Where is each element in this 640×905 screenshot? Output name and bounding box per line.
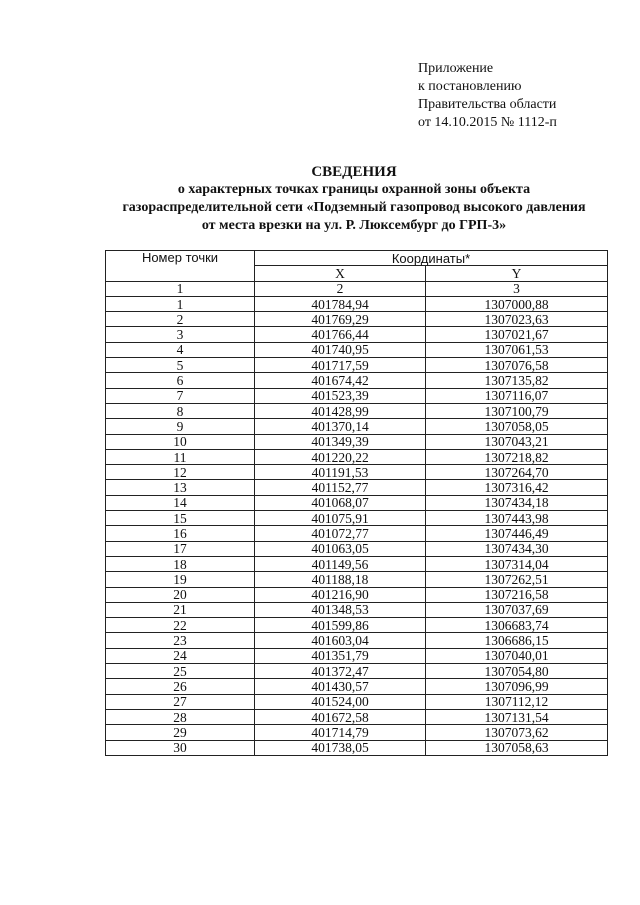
x-coordinate-cell: 401072,77 bbox=[255, 526, 426, 541]
x-coordinate-cell: 401524,00 bbox=[255, 694, 426, 709]
y-coordinate-cell: 1307135,82 bbox=[426, 373, 608, 388]
appendix-line: Правительства области bbox=[418, 97, 557, 112]
column-number: 1 bbox=[106, 281, 255, 296]
table-row bbox=[106, 618, 608, 633]
table-row bbox=[106, 648, 608, 663]
table-row bbox=[106, 495, 608, 510]
table-row bbox=[106, 358, 608, 373]
point-number-cell: 16 bbox=[106, 526, 255, 541]
y-coordinate-cell: 1307076,58 bbox=[426, 358, 608, 373]
table-row bbox=[106, 296, 608, 311]
point-number-cell: 28 bbox=[106, 709, 255, 724]
point-number-cell: 30 bbox=[106, 740, 255, 755]
table-row bbox=[106, 419, 608, 434]
point-number-cell: 27 bbox=[106, 694, 255, 709]
y-coordinate-cell: 1307316,42 bbox=[426, 480, 608, 495]
x-coordinate-cell: 401372,47 bbox=[255, 664, 426, 679]
point-number-cell: 23 bbox=[106, 633, 255, 648]
table-row bbox=[106, 511, 608, 526]
point-number-cell: 29 bbox=[106, 725, 255, 740]
table-row bbox=[106, 541, 608, 556]
y-coordinate-cell: 1307112,12 bbox=[426, 694, 608, 709]
point-number-cell: 13 bbox=[106, 480, 255, 495]
y-coordinate-cell: 1307021,67 bbox=[426, 327, 608, 342]
x-coordinate-cell: 401068,07 bbox=[255, 495, 426, 510]
y-coordinate-cell: 1307023,63 bbox=[426, 312, 608, 327]
x-coordinate-cell: 401152,77 bbox=[255, 480, 426, 495]
x-coordinate-cell: 401738,05 bbox=[255, 740, 426, 755]
appendix-line: к постановлению bbox=[418, 79, 522, 94]
table-row bbox=[106, 679, 608, 694]
point-number-cell: 12 bbox=[106, 465, 255, 480]
table-row bbox=[106, 572, 608, 587]
coordinates-table bbox=[105, 250, 608, 756]
point-number-cell: 15 bbox=[106, 511, 255, 526]
appendix-block bbox=[418, 60, 557, 132]
point-number-cell: 22 bbox=[106, 618, 255, 633]
x-coordinate-cell: 401523,39 bbox=[255, 388, 426, 403]
point-number-cell: 24 bbox=[106, 648, 255, 663]
table-row bbox=[106, 526, 608, 541]
y-coordinate-cell: 1307446,49 bbox=[426, 526, 608, 541]
point-number-cell: 17 bbox=[106, 541, 255, 556]
document-title-block bbox=[96, 163, 612, 235]
y-coordinate-cell: 1307116,07 bbox=[426, 388, 608, 403]
appendix-line: Приложение bbox=[418, 61, 494, 76]
table-row bbox=[106, 556, 608, 571]
x-coordinate-cell: 401717,59 bbox=[255, 358, 426, 373]
table-row bbox=[106, 342, 608, 357]
point-number-cell: 14 bbox=[106, 495, 255, 510]
y-coordinate-cell: 1307264,70 bbox=[426, 465, 608, 480]
document-subtitle-line: о характерных точках границы охранной зоны объекта bbox=[177, 182, 531, 197]
point-number-cell: 21 bbox=[106, 602, 255, 617]
x-coordinate-cell: 401769,29 bbox=[255, 312, 426, 327]
table-row bbox=[106, 449, 608, 464]
table-row bbox=[106, 587, 608, 602]
y-coordinate-cell: 1307058,05 bbox=[426, 419, 608, 434]
table-row bbox=[106, 434, 608, 449]
point-number-cell: 4 bbox=[106, 342, 255, 357]
table-row bbox=[106, 664, 608, 679]
x-coordinate-cell: 401370,14 bbox=[255, 419, 426, 434]
table-row bbox=[106, 403, 608, 418]
x-coordinate-cell: 401188,18 bbox=[255, 572, 426, 587]
y-coordinate-cell: 1307434,30 bbox=[426, 541, 608, 556]
point-number-cell: 10 bbox=[106, 434, 255, 449]
x-coordinate-cell: 401740,95 bbox=[255, 342, 426, 357]
x-coordinate-cell: 401603,04 bbox=[255, 633, 426, 648]
point-number-cell: 6 bbox=[106, 373, 255, 388]
x-coordinate-cell: 401220,22 bbox=[255, 449, 426, 464]
x-coordinate-cell: 401674,42 bbox=[255, 373, 426, 388]
y-coordinate-cell: 1307043,21 bbox=[426, 434, 608, 449]
y-coordinate-cell: 1307037,69 bbox=[426, 602, 608, 617]
x-coordinate-cell: 401599,86 bbox=[255, 618, 426, 633]
table-row bbox=[106, 388, 608, 403]
table-row bbox=[106, 480, 608, 495]
column-number-row bbox=[106, 281, 608, 296]
point-number-cell: 8 bbox=[106, 403, 255, 418]
y-coordinate-cell: 1306683,74 bbox=[426, 618, 608, 633]
x-coordinate-cell: 401216,90 bbox=[255, 587, 426, 602]
table-body bbox=[106, 296, 608, 755]
point-number-cell: 20 bbox=[106, 587, 255, 602]
x-coordinate-cell: 401714,79 bbox=[255, 725, 426, 740]
table-row bbox=[106, 725, 608, 740]
y-coordinate-cell: 1307434,18 bbox=[426, 495, 608, 510]
x-coordinate-cell: 401672,58 bbox=[255, 709, 426, 724]
x-coordinate-cell: 401191,53 bbox=[255, 465, 426, 480]
column-number: 3 bbox=[426, 281, 608, 296]
header-point-number: Номер точки bbox=[106, 251, 255, 282]
table-row bbox=[106, 740, 608, 755]
x-coordinate-cell: 401149,56 bbox=[255, 556, 426, 571]
y-coordinate-cell: 1307443,98 bbox=[426, 511, 608, 526]
point-number-cell: 3 bbox=[106, 327, 255, 342]
point-number-cell: 1 bbox=[106, 296, 255, 311]
document-title: СВЕДЕНИЯ bbox=[311, 164, 397, 180]
point-number-cell: 2 bbox=[106, 312, 255, 327]
header-coordinates: Координаты* bbox=[255, 251, 608, 266]
appendix-date-number: от 14.10.2015 № 1112-п bbox=[418, 115, 557, 130]
header-y: Y bbox=[426, 266, 608, 281]
header-x: X bbox=[255, 266, 426, 281]
y-coordinate-cell: 1307061,53 bbox=[426, 342, 608, 357]
document-subtitle-line: от места врезки на ул. Р. Люксембург до ГРП-3» bbox=[201, 218, 507, 233]
x-coordinate-cell: 401430,57 bbox=[255, 679, 426, 694]
y-coordinate-cell: 1307100,79 bbox=[426, 403, 608, 418]
point-number-cell: 9 bbox=[106, 419, 255, 434]
table-header-row bbox=[106, 251, 608, 266]
table-row bbox=[106, 709, 608, 724]
x-coordinate-cell: 401351,79 bbox=[255, 648, 426, 663]
y-coordinate-cell: 1307073,62 bbox=[426, 725, 608, 740]
y-coordinate-cell: 1307314,04 bbox=[426, 556, 608, 571]
y-coordinate-cell: 1307058,63 bbox=[426, 740, 608, 755]
x-coordinate-cell: 401784,94 bbox=[255, 296, 426, 311]
y-coordinate-cell: 1307054,80 bbox=[426, 664, 608, 679]
y-coordinate-cell: 1307096,99 bbox=[426, 679, 608, 694]
y-coordinate-cell: 1307218,82 bbox=[426, 449, 608, 464]
y-coordinate-cell: 1307000,88 bbox=[426, 296, 608, 311]
y-coordinate-cell: 1307131,54 bbox=[426, 709, 608, 724]
x-coordinate-cell: 401075,91 bbox=[255, 511, 426, 526]
point-number-cell: 5 bbox=[106, 358, 255, 373]
point-number-cell: 11 bbox=[106, 449, 255, 464]
y-coordinate-cell: 1307040,01 bbox=[426, 648, 608, 663]
table-row bbox=[106, 373, 608, 388]
table-row bbox=[106, 602, 608, 617]
table-row bbox=[106, 694, 608, 709]
y-coordinate-cell: 1307262,51 bbox=[426, 572, 608, 587]
point-number-cell: 7 bbox=[106, 388, 255, 403]
y-coordinate-cell: 1306686,15 bbox=[426, 633, 608, 648]
point-number-cell: 18 bbox=[106, 556, 255, 571]
x-coordinate-cell: 401349,39 bbox=[255, 434, 426, 449]
column-number: 2 bbox=[255, 281, 426, 296]
table-row bbox=[106, 312, 608, 327]
point-number-cell: 26 bbox=[106, 679, 255, 694]
x-coordinate-cell: 401428,99 bbox=[255, 403, 426, 418]
point-number-cell: 25 bbox=[106, 664, 255, 679]
y-coordinate-cell: 1307216,58 bbox=[426, 587, 608, 602]
document-subtitle-line: газораспределительной сети «Подземный газопровод высокого давления bbox=[122, 200, 586, 215]
point-number-cell: 19 bbox=[106, 572, 255, 587]
x-coordinate-cell: 401063,05 bbox=[255, 541, 426, 556]
table-row bbox=[106, 465, 608, 480]
table-row bbox=[106, 633, 608, 648]
table-row bbox=[106, 327, 608, 342]
x-coordinate-cell: 401348,53 bbox=[255, 602, 426, 617]
x-coordinate-cell: 401766,44 bbox=[255, 327, 426, 342]
